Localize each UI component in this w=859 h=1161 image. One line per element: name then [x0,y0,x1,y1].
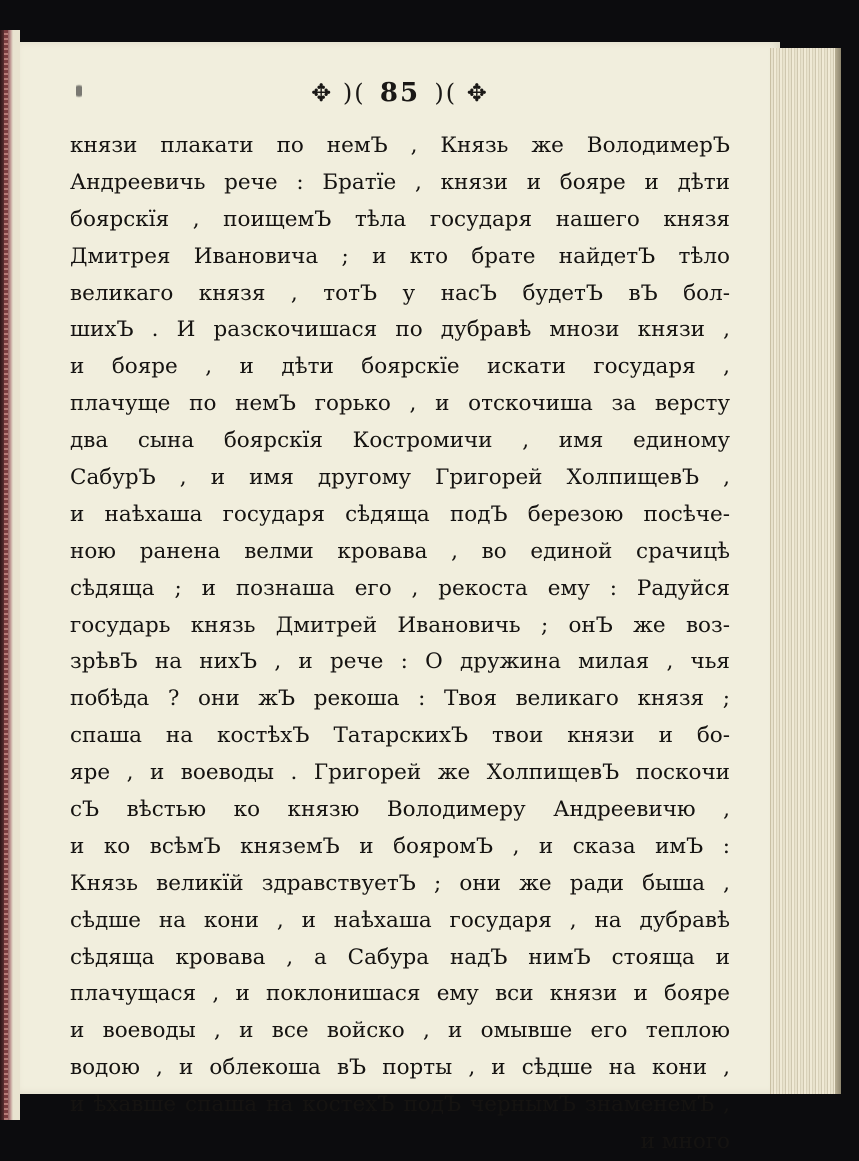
ornament-left: ✥ )( [311,79,366,107]
text-line-5: великаго князя , тотЪ у насЪ будетЪ вЪ бол- [70,280,730,306]
page-header [20,78,780,108]
text-line-13: сѣдяща ; и познаша его , рекоста ему : Радуйся [70,575,730,601]
facing-page-edge [0,30,20,1120]
text-line-22: сѣдше на кони , и наѣхаша государя , на дубравѣ [70,907,730,933]
text-line-18: яре , и воеводы . Григорей же ХолпищевЪ поскочи [70,760,730,786]
text-line-6: шихЪ . И разскочишася по дубравѣ мнози князи , [70,317,730,343]
text-line-25: и воеводы , и все войско , и омывше его теплою [70,1018,730,1044]
book-page [20,42,780,1155]
text-line-2: Андреевичь рече : Братїе , князи и бояре и дѣти [70,169,730,195]
page-body-text [70,128,730,1161]
text-line-12: ною ранена велми кровава , во единой срачицѣ [70,538,730,564]
text-line-17: спаша на костѣхЪ ТатарскихЪ твои князи и бо- [70,723,730,749]
text-line-24: плачущася , и поклонишася ему вси князи и бояре [70,981,730,1007]
text-line-16: побѣда ? они жЪ рекоша : Твоя великаго князя ; [70,686,730,712]
book-fore-edge [770,48,841,1094]
text-line-7: и бояре , и дѣти боярскїе искати государя , [70,354,730,380]
text-line-1: князи плакати по немЪ , Князь же ВолодимерЪ [70,133,730,158]
page-number: 85 [379,78,421,108]
text-line-27: и ѣхавше спаша на костехЪ подЪ чернымЪ знаменемЪ , [70,1092,730,1118]
text-line-11: и наѣхаша государя сѣдяща подЪ березою посѣче- [70,501,730,527]
text-line-21: Князь великїй здравствуетЪ ; они же ради быша , [70,870,730,896]
catchword: и много [640,1129,730,1155]
text-line-26: водою , и облекоша вЪ порты , и сѣдше на кони , [70,1055,730,1081]
text-line-3: боярскїя , поищемЪ тѣла государя нашего князя [70,206,730,232]
ornament-right: )( ✥ [434,79,489,107]
text-line-9: два сына боярскїя Костромичи , имя единому [70,428,730,454]
text-line-14: государь князь Дмитрей Ивановичь ; онЪ же воз- [70,612,730,638]
text-line-8: плачуще по немЪ горько , и отскочиша за версту [70,391,730,417]
text-line-15: зрѣвЪ на нихЪ , и рече : О дружина милая , чья [70,649,730,675]
text-line-20: и ко всѣмЪ княземЪ и бояромЪ , и сказа имЪ : [70,833,730,859]
text-line-4: Дмитрея Ивановича ; и кто брате найдетЪ тѣло [70,243,730,269]
text-line-19: сЪ вѣстью ко князю Володимеру Андреевичю , [70,797,730,823]
text-line-10: СабурЪ , и имя другому Григорей ХолпищевЪ , [70,465,730,491]
binding-stripe [4,30,8,1120]
text-line-23: сѣдяща кровава , а Сабура надЪ нимЪ стояща и [70,944,730,970]
